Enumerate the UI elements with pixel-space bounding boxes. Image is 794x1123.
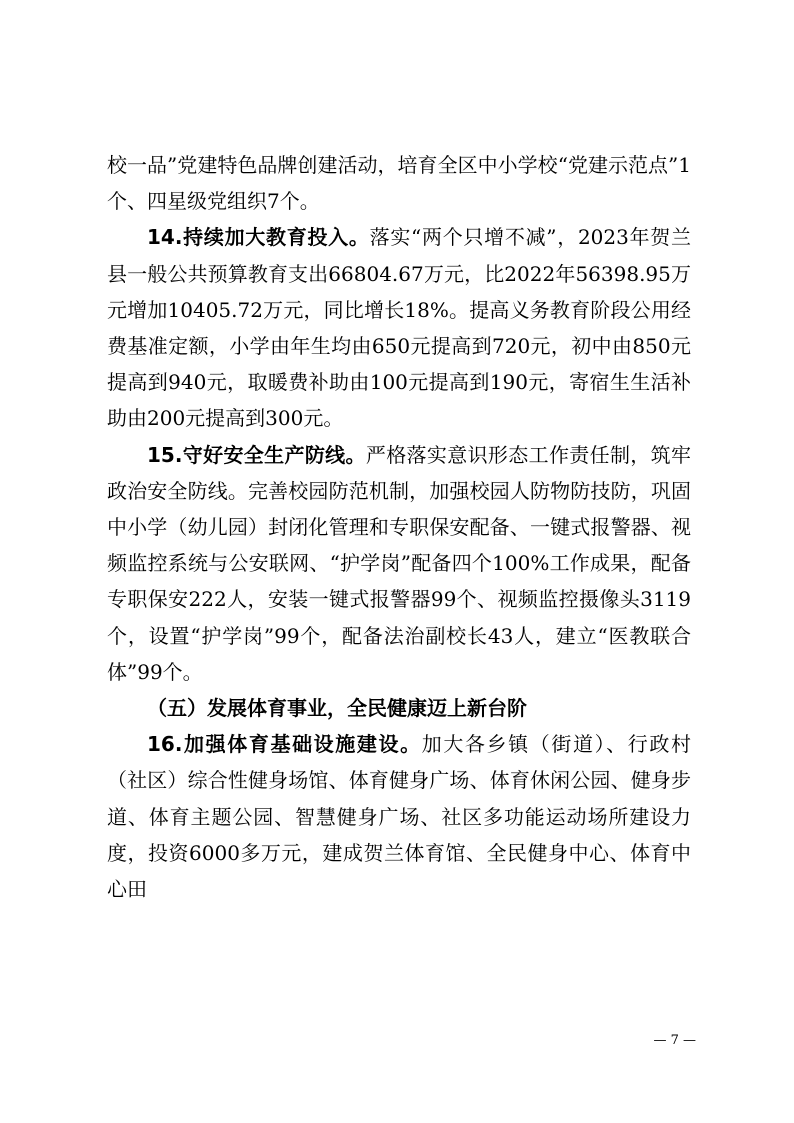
paragraph-15 bbox=[107, 437, 691, 690]
document-body bbox=[107, 147, 691, 907]
section-heading: （五）发展体育事业，全民健康迈上新台阶 bbox=[147, 696, 527, 721]
paragraph-heading: 16.加强体育基础设施建设。 bbox=[147, 732, 422, 757]
paragraph-16 bbox=[107, 726, 691, 907]
page-number: — 7 — bbox=[653, 1033, 696, 1048]
paragraph-heading: 14.持续加大教育投入。 bbox=[147, 225, 370, 250]
paragraph-text: 加大各乡镇（街道）、行政村（社区）综合性健身场馆、体育健身广场、体育休闲公园、健身步道、体育主题公园、智慧健身广场、社区多功能运动场所建设力度，投资6000多万元，建成贺兰体育馆、全民健身中心、体育中心田 bbox=[107, 732, 691, 902]
paragraph-heading: 15.守好安全生产防线。 bbox=[147, 442, 366, 467]
paragraph-text: 校一品”党建特色品牌创建活动，培育全区中小学校“党建示范点”1个、四星级党组织7个。 bbox=[107, 153, 691, 214]
paragraph-continuation bbox=[107, 147, 691, 219]
paragraph-text: 严格落实意识形态工作责任制，筑牢政治安全防线。完善校园防范机制，加强校园人防物防技防，巩固中小学（幼儿园）封闭化管理和专职保安配备、一键式报警器、视频监控系统与公安联网、“护学岗”配备四个100%工作成果，配备专职保安222人，安装一键式报警器99个、视频监控摄像头3119个，设置“护学岗”99个，配备法治副校长43人，建立“医教联合体”99个。 bbox=[107, 442, 691, 684]
paragraph-14 bbox=[107, 219, 691, 436]
paragraph-text: 落实“两个只增不减”，2023年贺兰县一般公共预算教育支出66804.67万元，比2022年56398.95万元增加10405.72万元，同比增长18%。提高义务教育阶段公用经费基准定额，小学由年生均由650元提高到720元，初中由850元提高到940元，取暖费补助由100元提高到190元，寄宿生生活补助由200元提高到300元。 bbox=[107, 225, 691, 431]
